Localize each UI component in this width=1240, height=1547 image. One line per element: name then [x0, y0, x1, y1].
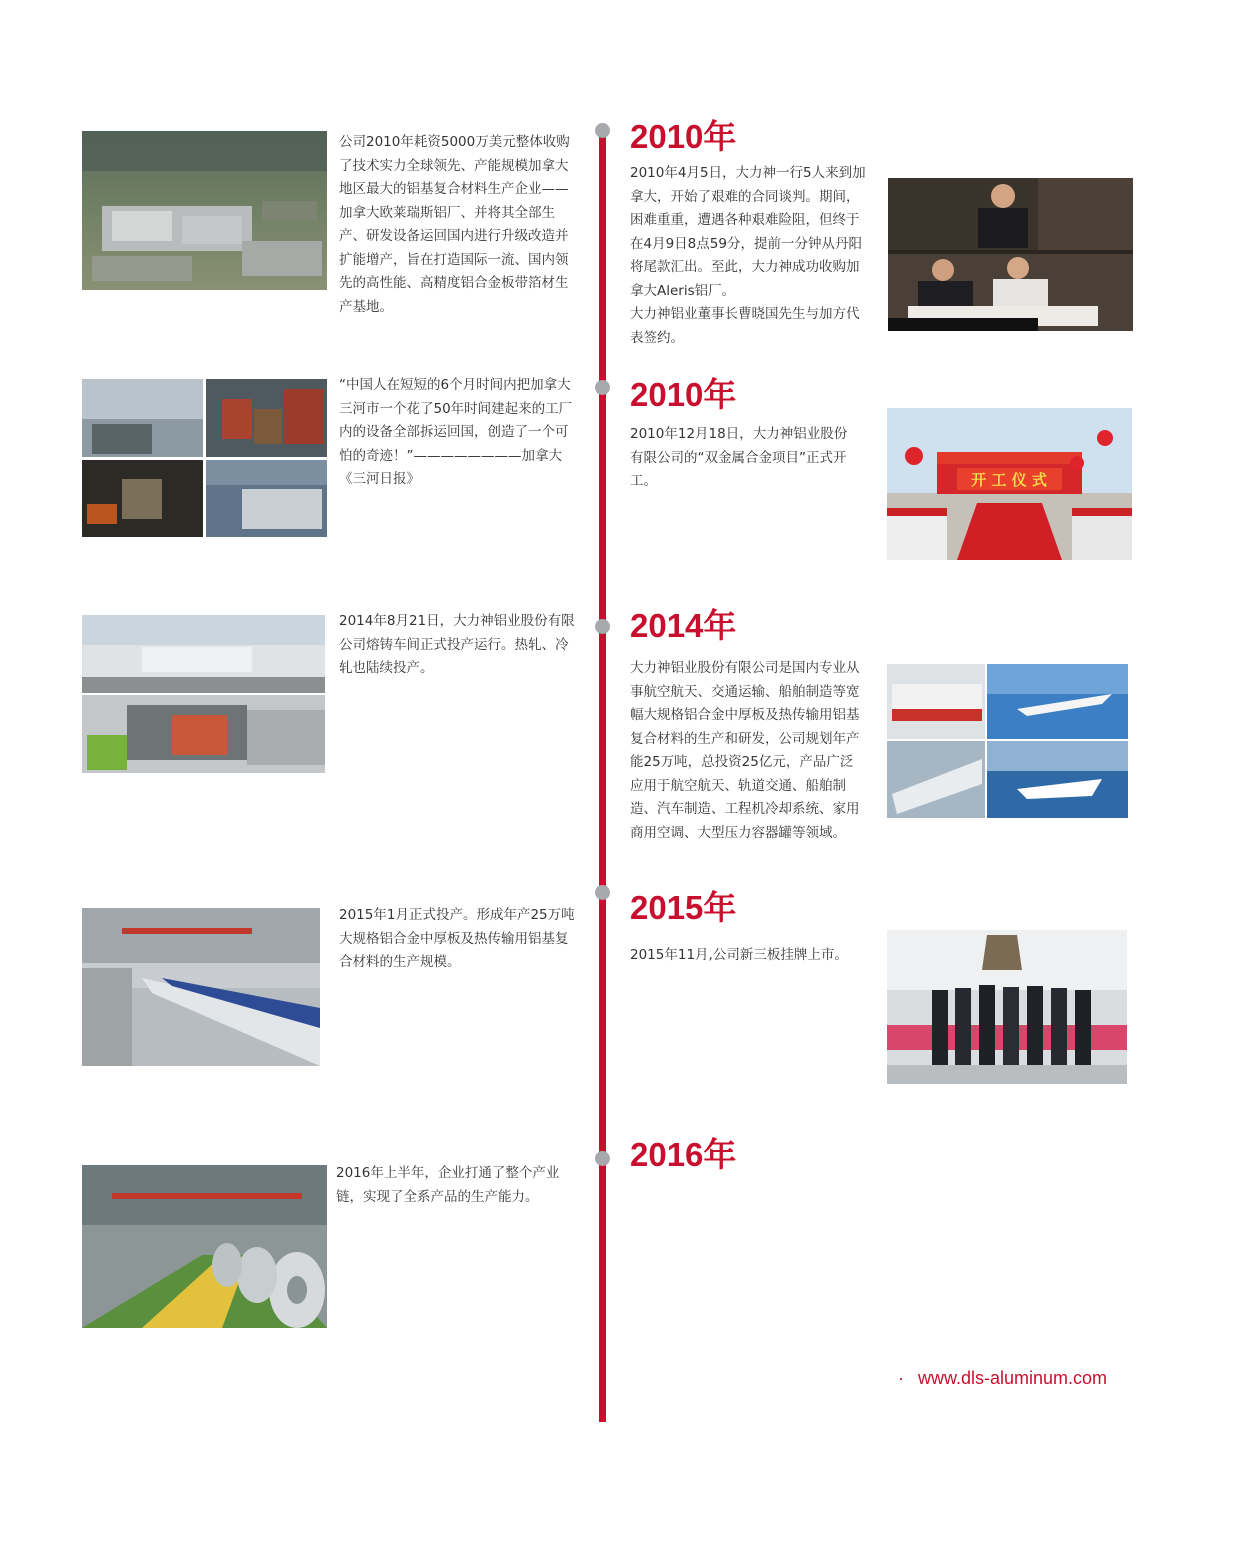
year-heading: 2010年 — [630, 376, 737, 413]
entry-left-text: 公司2010年耗资5000万美元整体收购了技术实力全球领先、产能规模加拿大地区最大的铝基复合材料生产企业——加拿大欧莱瑞斯铝厂、并将其全部生产、研发设备运回国内进行升级改造并扩能增产，旨在打造国际一流、国内领先的高性能、高精度铝合金板带箔材生产基地。 — [339, 134, 570, 315]
listing-ceremony-photo — [887, 930, 1127, 1084]
website-link[interactable]: www.dls-aluminum.com — [918, 1368, 1108, 1388]
casting-workshop-photo — [82, 615, 325, 773]
timeline-line — [599, 132, 606, 1422]
groundbreaking-ceremony-photo — [887, 408, 1132, 560]
year-heading: 2015年 — [630, 889, 737, 926]
product-applications-photo-collage — [887, 664, 1128, 818]
equipment-shipping-photo-collage — [82, 379, 327, 537]
timeline-dot — [595, 123, 610, 138]
year-heading: 2016年 — [630, 1136, 737, 1173]
entry-left-text: “中国人在短短的6个月时间内把加拿大三河市一个花了50年时间建起来的工厂内的设备全部拆运回国，创造了一个可怕的奇迹！”————————加拿大《三河日报》 — [339, 377, 573, 487]
aluminum-coils-photo — [82, 1165, 327, 1328]
website-footer — [898, 1368, 1107, 1389]
footer-bullet: · — [898, 1368, 904, 1388]
timeline-dot — [595, 380, 610, 395]
entry-right-text: 大力神铝业股份有限公司是国内专业从事航空航天、交通运输、船舶制造等宽幅大规格铝合金中厚板及热传输用铝基复合材料的生产和研发，公司规划年产能25万吨，总投资25亿元，产品广泛应用于航空航天、轨道交通、船舶制造、汽车制造、工程机冷却系统、家用商用空调、大型压力容器罐等领域。 — [630, 660, 860, 841]
timeline-dot — [595, 1151, 610, 1166]
entry-left-text: 2015年1月正式投产。形成年产25万吨大规格铝合金中厚板及热传输用铝基复合材料的生产规模。 — [339, 907, 575, 970]
entry-right-text: 2015年11月,公司新三板挂牌上市。 — [630, 947, 848, 963]
entry-right-text: 2010年4月5日，大力神一行5人来到加拿大，开始了艰难的合同谈判。期间，困难重重，遭遇各种艰难险阻，但终于在4月9日8点59分，提前一分钟从丹阳将尾款汇出。至此，大力神成功收购加拿大Aleris铝厂。 大力神铝业董事长曹晓国先生与加方代表签约。 — [630, 165, 866, 346]
entry-left-text: 2014年8月21日，大力神铝业股份有限公司熔铸车间正式投产运行。热轧、冷轧也陆续投产。 — [339, 613, 575, 676]
banner-text: 开 工 仪 式 — [971, 471, 1047, 489]
year-heading: 2010年 — [630, 118, 737, 155]
entry-left-text: 2016年上半年，企业打通了整个产业链，实现了全系产品的生产能力。 — [336, 1165, 560, 1205]
year-heading: 2014年 — [630, 607, 737, 644]
aerial-factory-photo — [82, 131, 327, 290]
entry-right-text: 2010年12月18日，大力神铝业股份有限公司的“双金属合金项目”正式开工。 — [630, 426, 848, 489]
timeline-dot — [595, 885, 610, 900]
production-line-photo — [82, 908, 320, 1066]
signing-ceremony-photo — [888, 178, 1133, 331]
timeline-dot — [595, 619, 610, 634]
